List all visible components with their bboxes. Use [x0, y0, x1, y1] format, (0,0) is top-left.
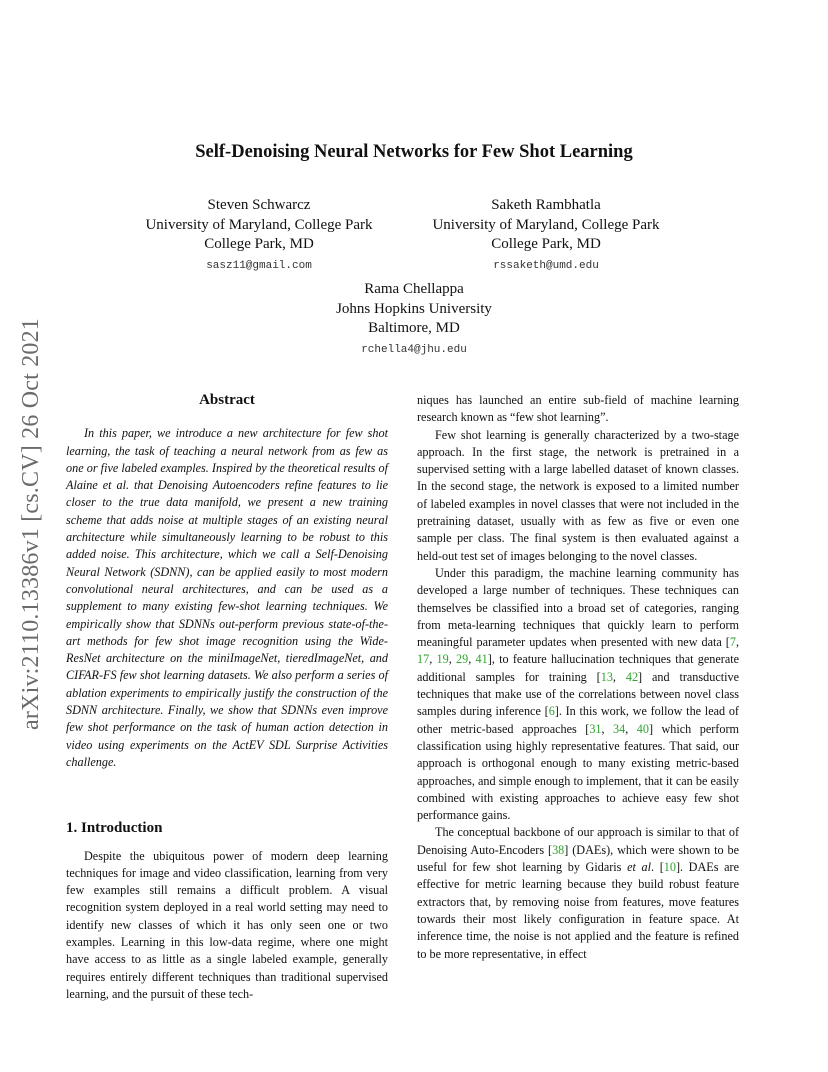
left-column — [66, 392, 388, 1003]
introduction-heading: 1. Introduction — [66, 820, 163, 837]
author-block-1 — [118, 196, 400, 276]
author-email[interactable]: rchella4@jhu.edu — [361, 343, 467, 356]
citation-separator: , — [612, 669, 626, 684]
author-affiliation: University of Maryland, College Park — [432, 216, 660, 233]
citation-separator: , — [601, 721, 614, 736]
citation-link[interactable]: 19 — [436, 652, 449, 667]
citation-link[interactable]: 17 — [417, 652, 430, 667]
citation-link[interactable]: 40 — [636, 721, 649, 736]
text-run: ]. In this work, we follow the lead of other metric-based approaches [ — [417, 704, 739, 736]
text-run: ]. DAEs are effective for metric learning because they build robust feature extractors that, by removing noise from features, move features towards their most likely configuration in feature space. At inference time, the noise is not applied and the feature is refined to be more representative, in effect — [417, 860, 739, 961]
et-al-text: et al — [627, 860, 651, 875]
author-name: Rama Chellappa — [364, 281, 464, 297]
citation-link[interactable]: 34 — [613, 721, 626, 736]
author-location: Baltimore, MD — [368, 320, 460, 336]
author-name: Steven Schwarcz — [207, 197, 311, 213]
right-column — [417, 392, 739, 963]
citation-separator: , — [625, 721, 637, 736]
citation-link[interactable]: 41 — [475, 652, 488, 667]
citation-link[interactable]: 6 — [548, 704, 555, 719]
arxiv-identifier: arXiv:2110.13386v1 [cs.CV] 26 Oct 2021 — [18, 318, 44, 730]
author-location: College Park, MD — [204, 236, 314, 252]
intro-paragraph-1-part-2: niques has launched an entire sub-field of machine learning research known as “few shot learning”. — [417, 393, 739, 425]
text-run: ] which perform classification using highly representative features. That said, our approach is orthogonal enough to many existing metric-based approaches, and simple enough to implement, that it can be easily combined with existing approaches to achieve easy few shot performance gains. — [417, 721, 739, 823]
intro-paragraph-1-part-1: Despite the ubiquitous power of modern deep learning techniques for image and video classification, learning from very few examples still remains a difficult problem. A visual recognition system deployed in a real world setting may need to identify new classes of which it has only seen one or two examples. Learning in this low-data regime, where one might have access to as little as a single labeled example, generally requires entirely different techniques than traditional supervised learning, and the pursuit of these tech- — [66, 848, 388, 1001]
text-run: The conceptual backbone of our approach is similar to that of Denoising Auto-Encoders [ — [417, 825, 739, 857]
citation-link[interactable]: 29 — [456, 652, 469, 667]
author-name: Saketh Rambhatla — [491, 197, 601, 213]
citation-link[interactable]: 7 — [729, 635, 736, 650]
citation-separator: , — [735, 635, 739, 650]
abstract-text: In this paper, we introduce a new architecture for few shot learning, the task of teaching a neural network from as few as one or five labeled examples. Inspired by the theoretical results of Alaine et al. that Denoising Autoencoders refine features to lie closer to the true data manifold, we present a new training scheme that adds noise at multiple stages of an existing neural architecture while simultaneously learning to be robust to this added noise. This architecture, which we call a Self-Denoising Neural Network (SDNN), can be applied easily to most modern convolutional neural architectures, and can be used as a supplement to many existing few-shot learning techniques. We empirically show that SDNNs out-perform previous state-of-the-art methods for few shot image recognition using the Wide-ResNet architecture on the miniImageNet, tieredImageNet, and CIFAR-FS few shot learning datasets. We also perform a series of ablation experiments to empirically justify the construction of the SDNN architecture. Finally, we show that SDNNs even improve few shot performance on the task of human action detection in video using experiments on the ActEV SDL Surprise Activities challenge. — [66, 426, 388, 769]
author-location: College Park, MD — [491, 236, 601, 252]
citation-separator: , — [468, 652, 476, 667]
text-run: Under this paradigm, the machine learning community has developed a large number of techniques. These techniques can themselves be classified into a broad set of categories, ranging from meta-learning techniques that quickly learn to perform meaningful parameter updates when presented with new data [ — [417, 565, 739, 650]
citation-link[interactable]: 13 — [600, 669, 613, 684]
author-block-2 — [410, 196, 682, 276]
abstract-heading: Abstract — [199, 392, 255, 408]
intro-paragraph-2: Few shot learning is generally characterized by a two-stage approach. In the first stage, the network is pretrained in a supervised setting with a large labelled dataset of known classes. In the second stage, the network is exposed to a limited number of labeled examples in novel classes that were not included in the pretraining dataset, usually with as few as five or even one sample per class. The final system is then evaluated against a held-out test set of images belonging to the novel classes. — [417, 427, 739, 563]
author-email[interactable]: rssaketh@umd.edu — [493, 259, 599, 272]
text-run: ], to feature hallucination techniques that generate additional samples for training [ — [417, 652, 740, 684]
citation-separator: , — [429, 652, 437, 667]
author-block-3 — [264, 280, 564, 360]
citation-separator: , — [448, 652, 457, 667]
paper-title: Self-Denoising Neural Networks for Few Shot Learning — [195, 142, 633, 162]
citation-link[interactable]: 10 — [663, 860, 676, 875]
author-affiliation: University of Maryland, College Park — [145, 216, 373, 233]
text-run: ] (DAEs), which were shown to be useful for few shot learning by Gidaris — [417, 842, 739, 875]
text-run: . [ — [651, 860, 664, 875]
citation-link[interactable]: 38 — [552, 842, 565, 857]
citation-link[interactable]: 42 — [625, 669, 639, 684]
author-email[interactable]: sasz11@gmail.com — [206, 259, 312, 272]
intro-paragraph-4 — [417, 824, 739, 962]
intro-paragraph-3 — [417, 565, 739, 824]
citation-link[interactable]: 31 — [589, 721, 602, 736]
text-run: ] and transductive techniques that make use of the correlations between novel class samples during inference [ — [417, 669, 740, 719]
author-affiliation: Johns Hopkins University — [336, 300, 492, 317]
